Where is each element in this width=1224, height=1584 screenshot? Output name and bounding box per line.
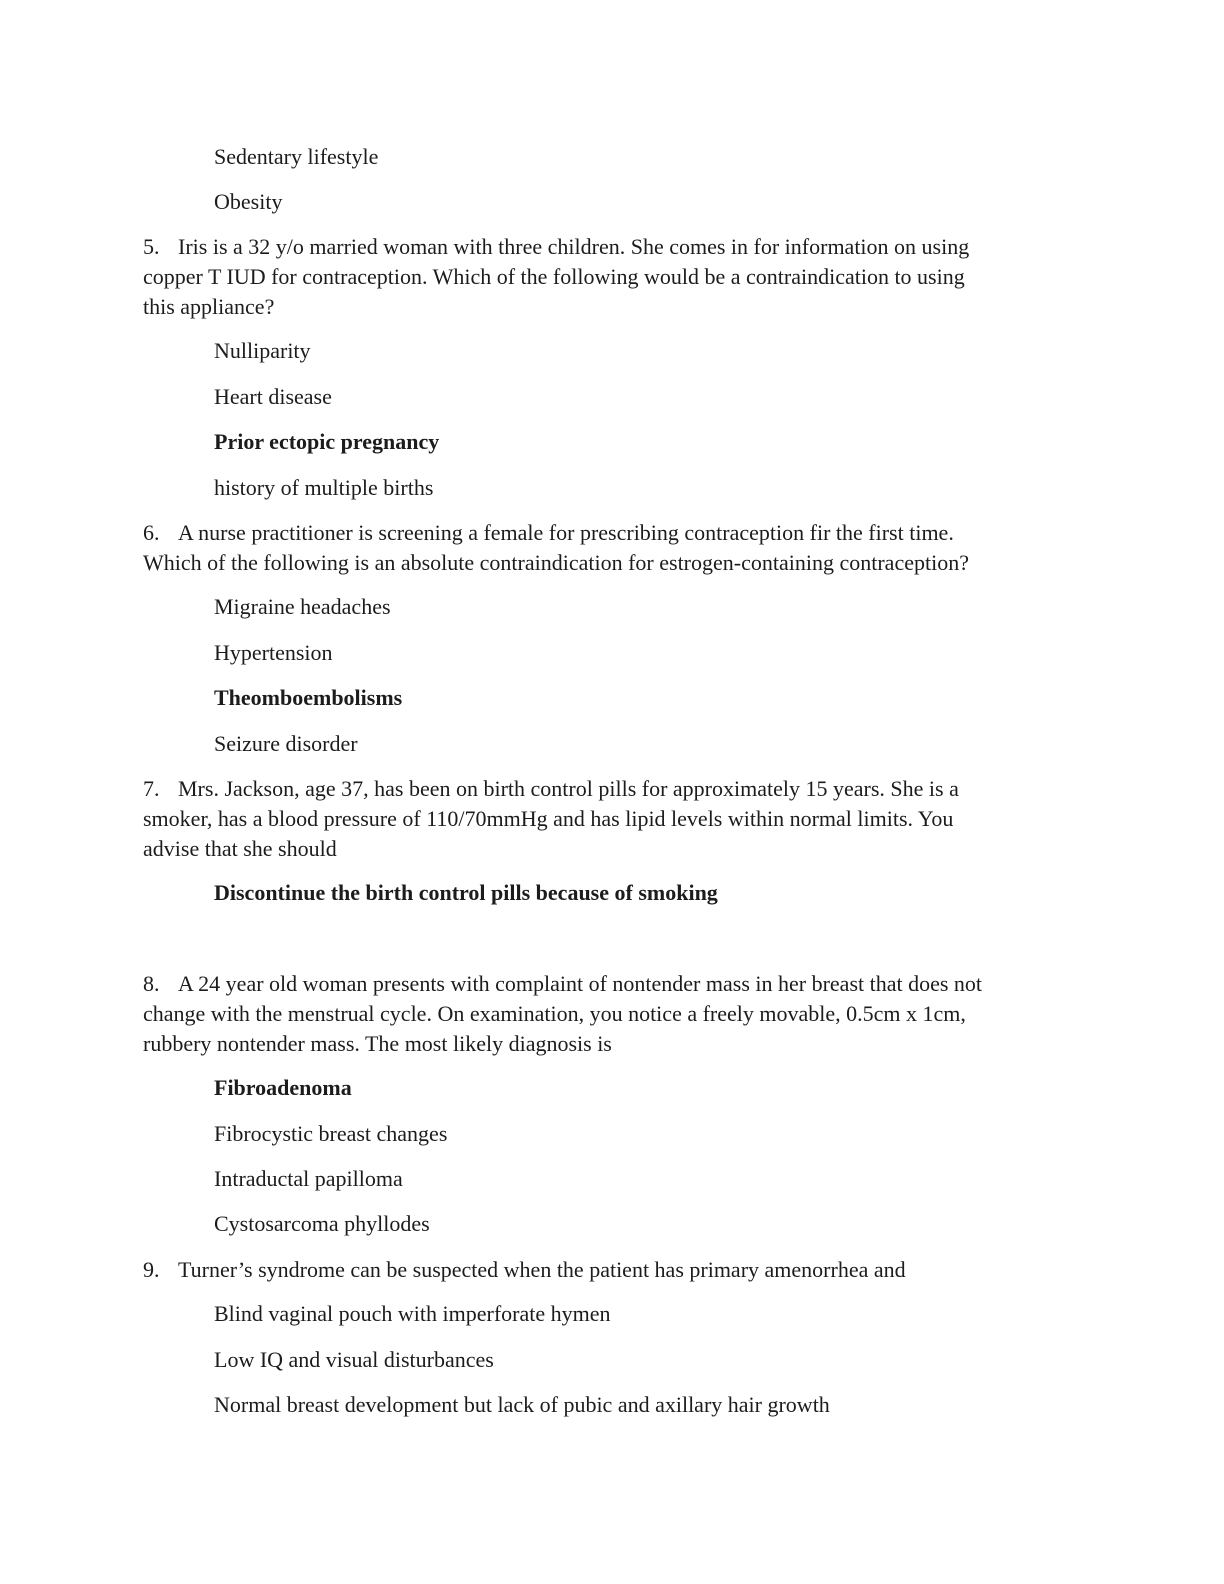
question-text: smoker, has a blood pressure of 110/70mmHg and has lipid levels within normal limits. You [143, 806, 954, 831]
option-text: Hypertension [214, 640, 333, 665]
option-text: Normal breast development but lack of pubic and axillary hair growth [214, 1392, 830, 1417]
question-text: Iris is a 32 y/o married woman with three children. She comes in for information on using [178, 234, 970, 259]
question-text: A nurse practitioner is screening a female for prescribing contraception fir the first time. [178, 520, 954, 545]
option-text: history of multiple births [214, 475, 434, 500]
question-text: Turner’s syndrome can be suspected when the patient has primary amenorrhea and [178, 1257, 906, 1282]
option-text: Seizure disorder [214, 731, 358, 756]
option-text: Sedentary lifestyle [214, 144, 379, 169]
option-text: Cystosarcoma phyllodes [214, 1211, 430, 1236]
option-text: Low IQ and visual disturbances [214, 1347, 494, 1372]
answer-option-text: Theomboembolisms [214, 685, 403, 710]
option-text: Migraine headaches [214, 594, 391, 619]
question-number: 7. [143, 776, 160, 801]
question-text: Mrs. Jackson, age 37, has been on birth control pills for approximately 15 years. She is a [178, 776, 959, 801]
question-number: 6. [143, 520, 160, 545]
question-number: 5. [143, 234, 160, 259]
question-7-line-1 [143, 774, 959, 804]
question-number: 8. [143, 971, 160, 996]
option-text: Fibrocystic breast changes [214, 1121, 448, 1146]
question-8-line-1 [143, 969, 982, 999]
option-text: Intraductal papilloma [214, 1166, 403, 1191]
option-text: Nulliparity [214, 338, 311, 363]
question-text: change with the menstrual cycle. On examination, you notice a freely movable, 0.5cm x 1cm, [143, 1001, 966, 1026]
question-9-line-1 [143, 1255, 906, 1285]
question-6-line-1 [143, 518, 954, 548]
question-text: rubbery nontender mass. The most likely diagnosis is [143, 1031, 612, 1056]
question-5-line-1 [143, 232, 969, 262]
question-text: copper T IUD for contraception. Which of the following would be a contraindication to using [143, 264, 965, 289]
answer-option-text: Prior ectopic pregnancy [214, 429, 440, 454]
option-text: Heart disease [214, 384, 332, 409]
question-text: this appliance? [143, 294, 275, 319]
question-number: 9. [143, 1257, 160, 1282]
option-text: Obesity [214, 189, 283, 214]
question-text: A 24 year old woman presents with complaint of nontender mass in her breast that does not [178, 971, 983, 996]
answer-option-text: Discontinue the birth control pills because of smoking [214, 880, 718, 905]
answer-option-text: Fibroadenoma [214, 1075, 352, 1100]
question-text: Which of the following is an absolute contraindication for estrogen-containing contraception? [143, 550, 969, 575]
option-text: Blind vaginal pouch with imperforate hymen [214, 1301, 611, 1326]
question-text: advise that she should [143, 836, 337, 861]
